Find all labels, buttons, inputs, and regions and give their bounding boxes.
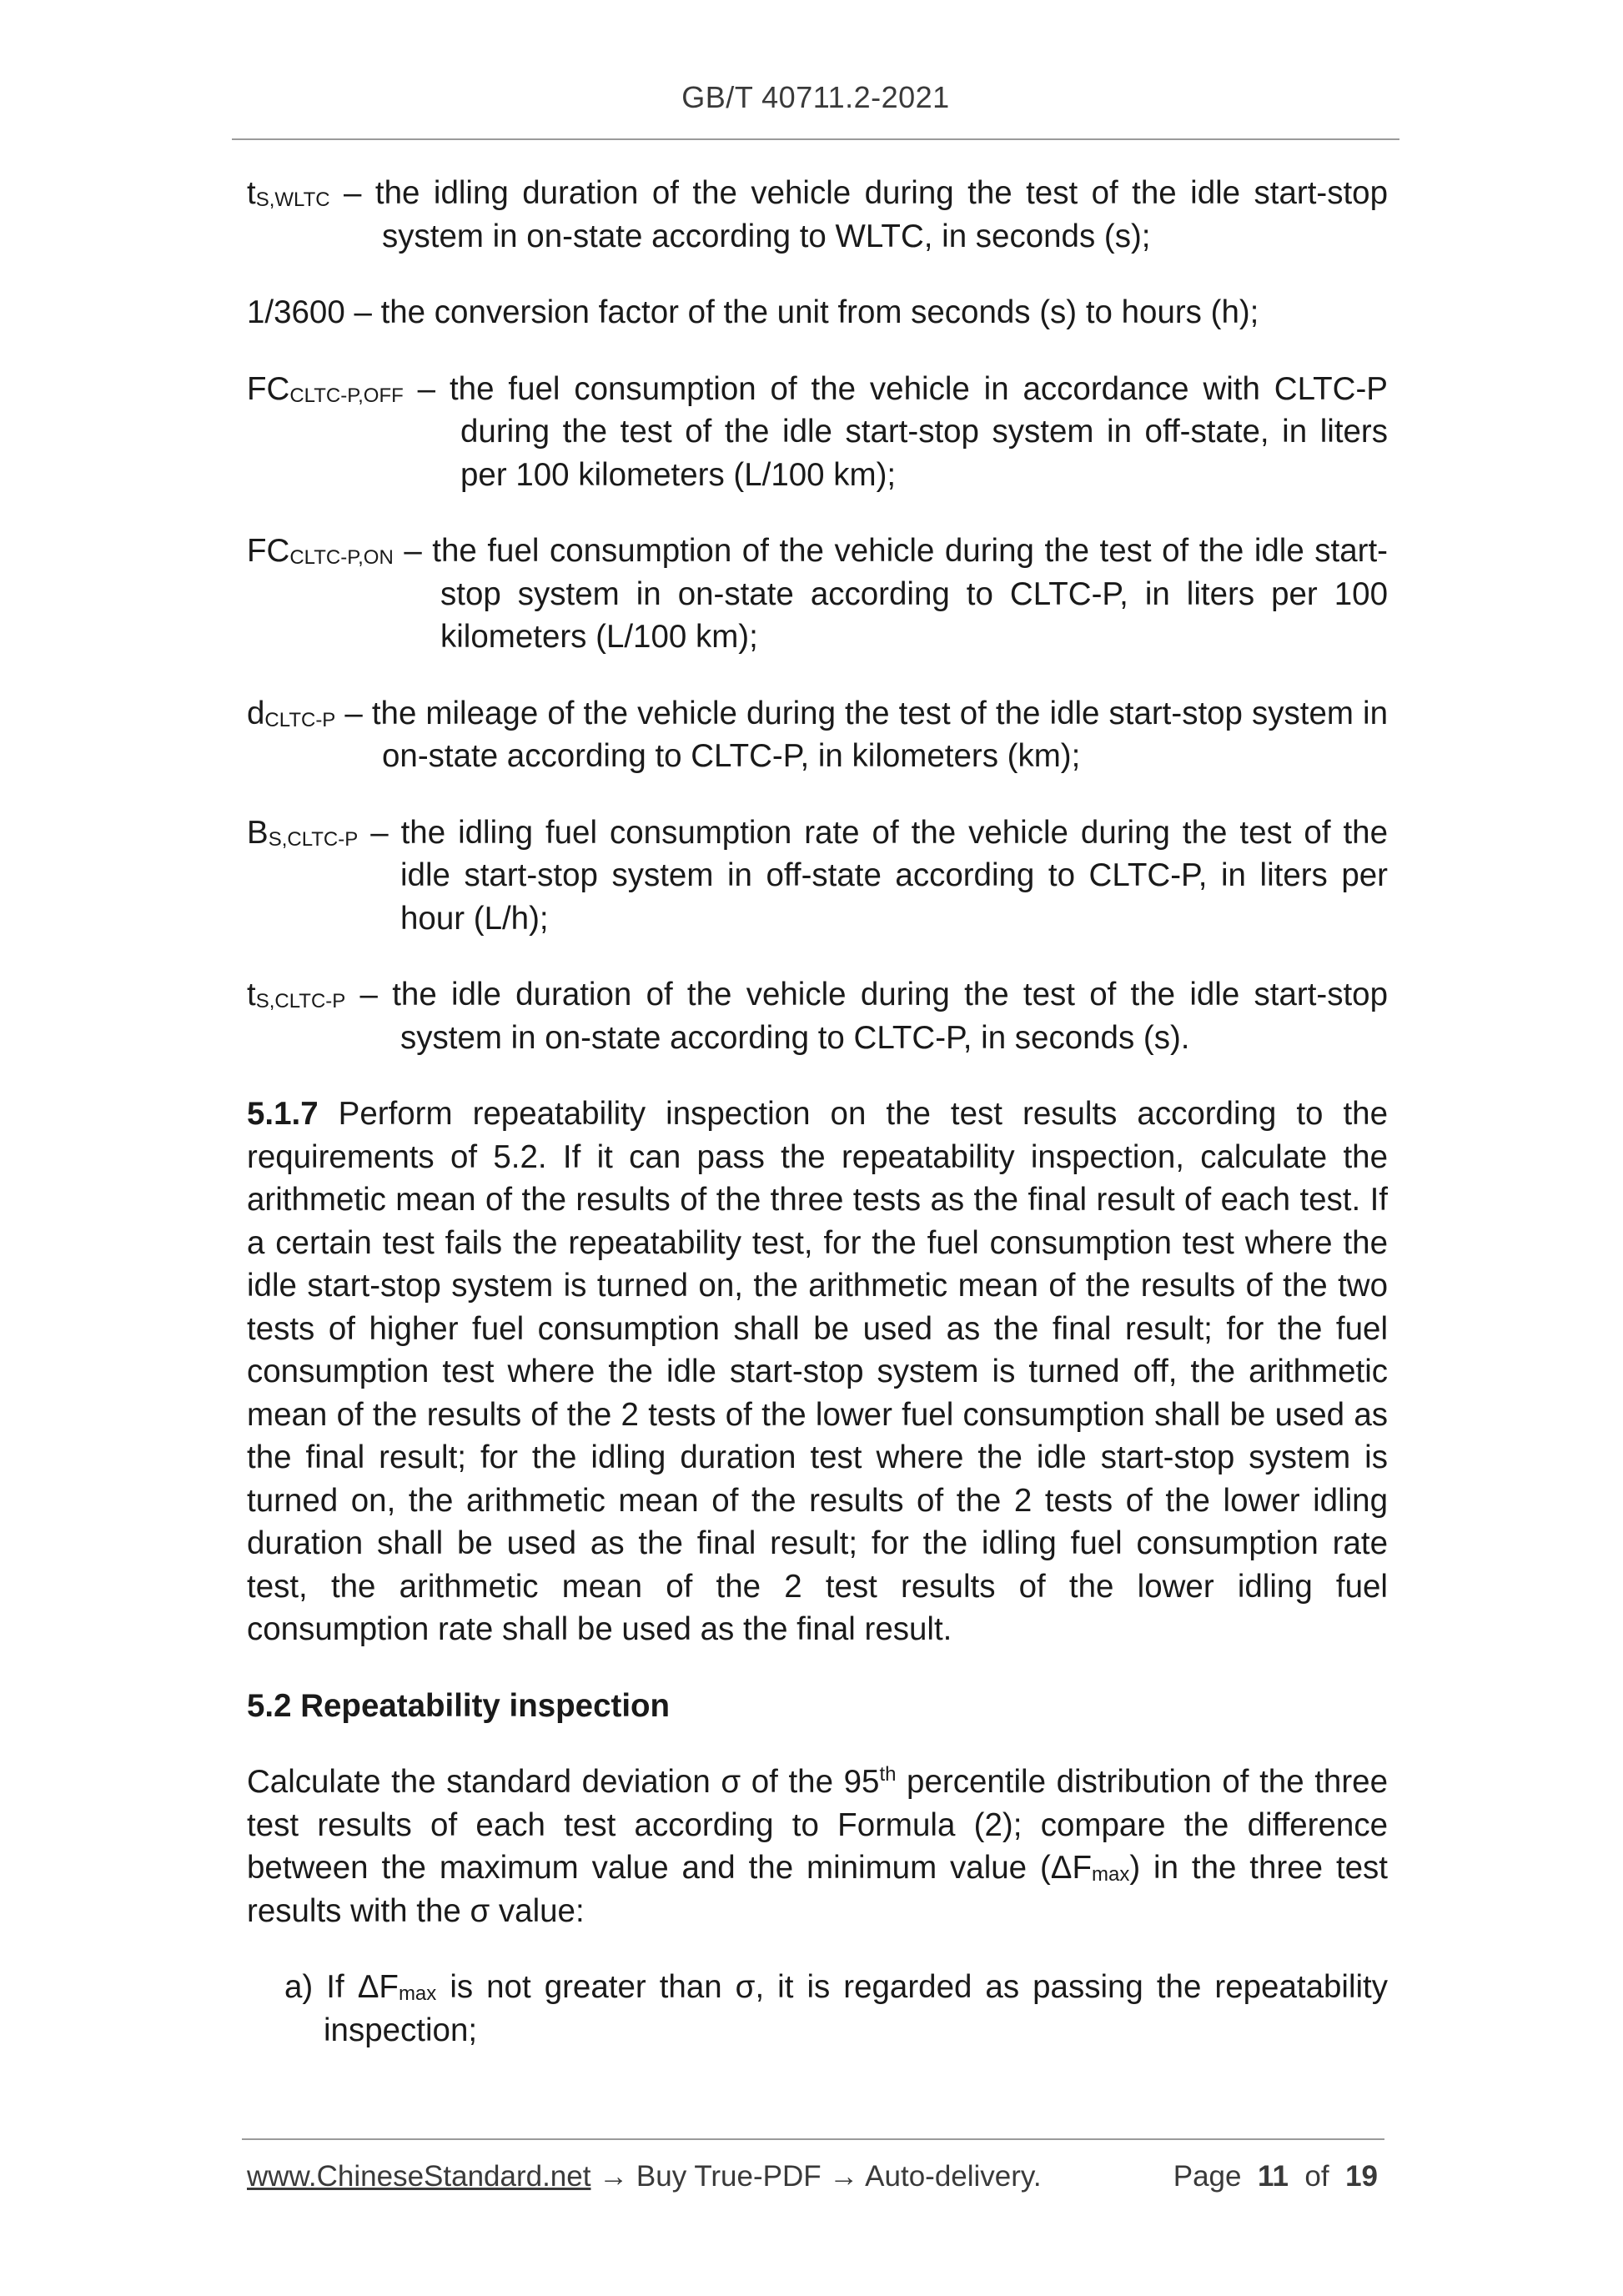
definition-symbol: FC: [247, 370, 290, 407]
definition-text: – the fuel consumption of the vehicle in accordance with CLTC-P during the test of the idle start-stop system in off-state, in liters per 100 kilometers (L/100 km);: [403, 370, 1388, 493]
definition-symbol-subscript: CLTC-P: [264, 708, 336, 731]
clause-number: 5.1.7: [247, 1096, 319, 1132]
page-counter: [1173, 2160, 1378, 2193]
page-header: GB/T 40711.2-2021: [681, 80, 950, 114]
definition-item: [247, 172, 1388, 258]
definition-symbol: FC: [247, 533, 290, 569]
paragraph-text-3: ) in the three test results with the σ value:: [247, 1850, 1388, 1929]
clause-5-1-7: [247, 1093, 1388, 1651]
definition-symbol-subscript: CLTC-P,OFF: [289, 384, 404, 407]
superscript-th: th: [879, 1763, 897, 1786]
definition-text: – the idle duration of the vehicle during the test of the idle start-stop system in on-state according to CLTC-P, in seconds (s).: [345, 977, 1388, 1056]
definition-list: [247, 172, 1388, 1059]
clause-text: Perform repeatability inspection on the test results according to the requirements of 5.2. If it can pass the repeatability inspection, calculate the arithmetic mean of the results of the three tests as the final result of each test. If a certain test fails the repeatability test, for the fuel consumption test where the idle start-stop system is turned on, the arithmetic mean of the results of the two tests of higher fuel consumption shall be used as the final result; for the fuel consumption test where the idle start-stop system is turned off, the arithmetic mean of the results of the 2 tests of the lower fuel consumption shall be used as the final result; for the idling duration test where the idle start-stop system is turned on, the arithmetic mean of the results of the 2 tests of the lower idling duration shall be used as the final result; for the idling fuel consumption rate test, the arithmetic mean of the 2 test results of the lower idling fuel consumption rate shall be used as the final result.: [247, 1096, 1388, 1647]
website-link[interactable]: www.ChineseStandard.net: [247, 2160, 591, 2193]
definition-item: [247, 530, 1388, 659]
definition-symbol: 1/3600: [247, 294, 345, 330]
definition-text: – the mileage of the vehicle during the test of the idle start-stop system in on-state according to CLTC-P, in kilometers (km);: [335, 695, 1388, 774]
subscript-max: max: [398, 1982, 437, 2005]
page-of-label: of: [1304, 2160, 1329, 2193]
list-item-a: [247, 1966, 1388, 2052]
definition-symbol: B: [247, 814, 269, 851]
paragraph-text-2: percentile distribution of the three test results of each test according to Formula (2); compare the difference between the maximum value and the minimum value (ΔF: [247, 1764, 1388, 1886]
page-footer: [247, 2160, 1378, 2202]
page-label: Page: [1173, 2160, 1242, 2193]
definition-item: [247, 811, 1388, 941]
section-heading-5-2: 5.2 Repeatability inspection: [247, 1687, 671, 1724]
definition-item: [247, 368, 1388, 497]
definition-item: [247, 692, 1388, 778]
definition-symbol-subscript: S,CLTC-P: [255, 990, 346, 1012]
definition-text: – the idling duration of the vehicle during the test of the idle start-stop system in on-state according to WLTC, in seconds (s);: [329, 175, 1388, 254]
definition-symbol: d: [247, 695, 265, 731]
definition-text: – the conversion factor of the unit from seconds (s) to hours (h);: [344, 294, 1259, 330]
definition-text: – the idling fuel consumption rate of the vehicle during the test of the idle start-stop system in off-state according to CLTC-P, in liters per hour (L/h);: [358, 814, 1388, 937]
page-current: 11: [1257, 2160, 1289, 2193]
page-total: 19: [1345, 2160, 1378, 2193]
paragraph-repeatability: [247, 1761, 1388, 1932]
paragraph-text-1: Calculate the standard deviation σ of the 95: [247, 1764, 880, 1800]
list-marker: a): [284, 1969, 314, 2005]
footer-tagline: → Buy True-PDF → Auto-delivery.: [590, 2160, 1042, 2193]
definition-item: [247, 291, 1388, 334]
definition-symbol-subscript: CLTC-P,ON: [289, 546, 394, 569]
footer-divider: [242, 2138, 1384, 2140]
definition-symbol: t: [247, 175, 256, 211]
definition-symbol-subscript: S,CLTC-P: [268, 827, 359, 851]
document-body: [247, 172, 1388, 2052]
footer-left: [247, 2160, 1042, 2193]
definition-text: – the fuel consumption of the vehicle during the test of the idle start-stop system in on-state according to CLTC-P, in liters per 100 kilometers (L/100 km);: [393, 533, 1388, 655]
definition-item: [247, 973, 1388, 1059]
list-text-2: is not greater than σ, it is regarded as passing the repeatability inspection;: [324, 1969, 1389, 2048]
subscript-max: max: [1092, 1863, 1130, 1886]
header-divider: [232, 138, 1399, 140]
definition-symbol: t: [247, 977, 256, 1012]
list-text-1: If ΔF: [313, 1969, 399, 2005]
definition-symbol-subscript: S,WLTC: [255, 188, 330, 211]
